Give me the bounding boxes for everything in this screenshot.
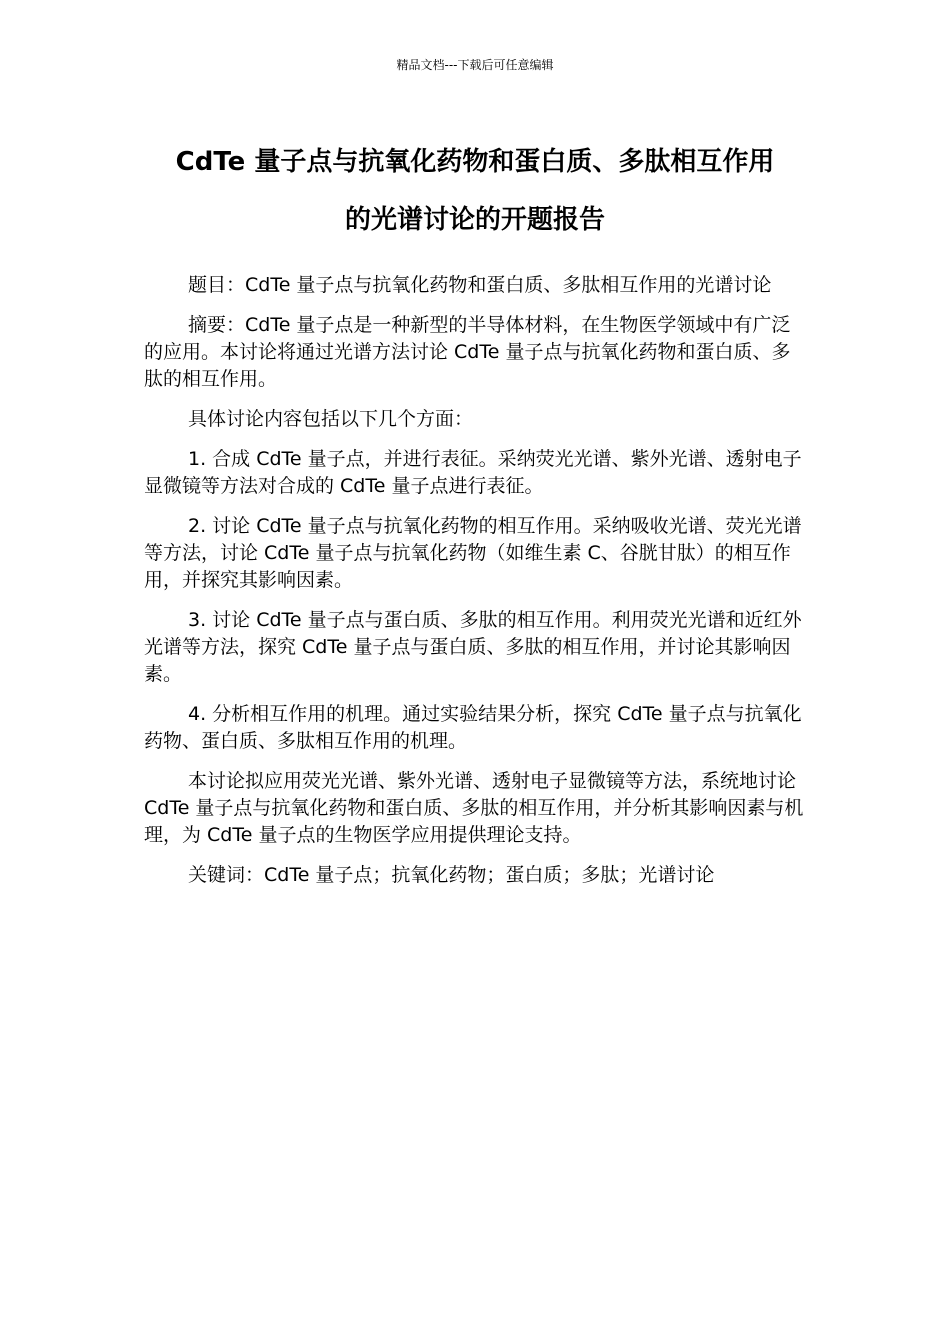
paragraph-topic: 题目：CdTe 量子点与抗氧化药物和蛋白质、多肽相互作用的光谱讨论: [188, 274, 772, 296]
paragraph-content-intro: 具体讨论内容包括以下几个方面：: [188, 408, 474, 430]
paragraph-abstract: 摘要：CdTe 量子点是一种新型的半导体材料，在生物医学领域中有广泛的应用。本讨论将通过光谱方法讨论 CdTe 量子点与抗氧化药物和蛋白质、多肽的相互作用。: [144, 314, 791, 390]
paragraph-item-1: 1. 合成 CdTe 量子点，并进行表征。采纳荧光光谱、紫外光谱、透射电子显微镜等方法对合成的 CdTe 量子点进行表征。: [144, 448, 802, 497]
paragraph-item-3: 3. 讨论 CdTe 量子点与蛋白质、多肽的相互作用。利用荧光光谱和近红外光谱等方法，探究 CdTe 量子点与蛋白质、多肽的相互作用，并讨论其影响因素。: [144, 609, 802, 685]
title-line-2: 的光谱讨论的开题报告: [344, 205, 605, 235]
paragraph-keywords: 关键词：CdTe 量子点；抗氧化药物；蛋白质；多肽；光谱讨论: [188, 864, 715, 886]
header-note: 精品文档---下载后可任意编辑: [396, 58, 554, 72]
paragraph-item-4: 4. 分析相互作用的机理。通过实验结果分析，探究 CdTe 量子点与抗氧化药物、蛋白质、多肽相互作用的机理。: [144, 703, 802, 752]
document-body: [144, 272, 809, 902]
title-line-1: CdTe 量子点与抗氧化药物和蛋白质、多肽相互作用: [175, 147, 775, 177]
document-title: [140, 133, 810, 249]
paragraph-summary: 本讨论拟应用荧光光谱、紫外光谱、透射电子显微镜等方法，系统地讨论 CdTe 量子点与抗氧化药物和蛋白质、多肽的相互作用，并分析其影响因素与机理，为 CdTe 量子点的生物医学应用提供理论支持。: [144, 770, 804, 846]
paragraph-item-2: 2. 讨论 CdTe 量子点与抗氧化药物的相互作用。采纳吸收光谱、荧光光谱等方法，讨论 CdTe 量子点与抗氧化药物（如维生素 C、谷胱甘肽）的相互作用，并探究其影响因素。: [144, 515, 802, 591]
